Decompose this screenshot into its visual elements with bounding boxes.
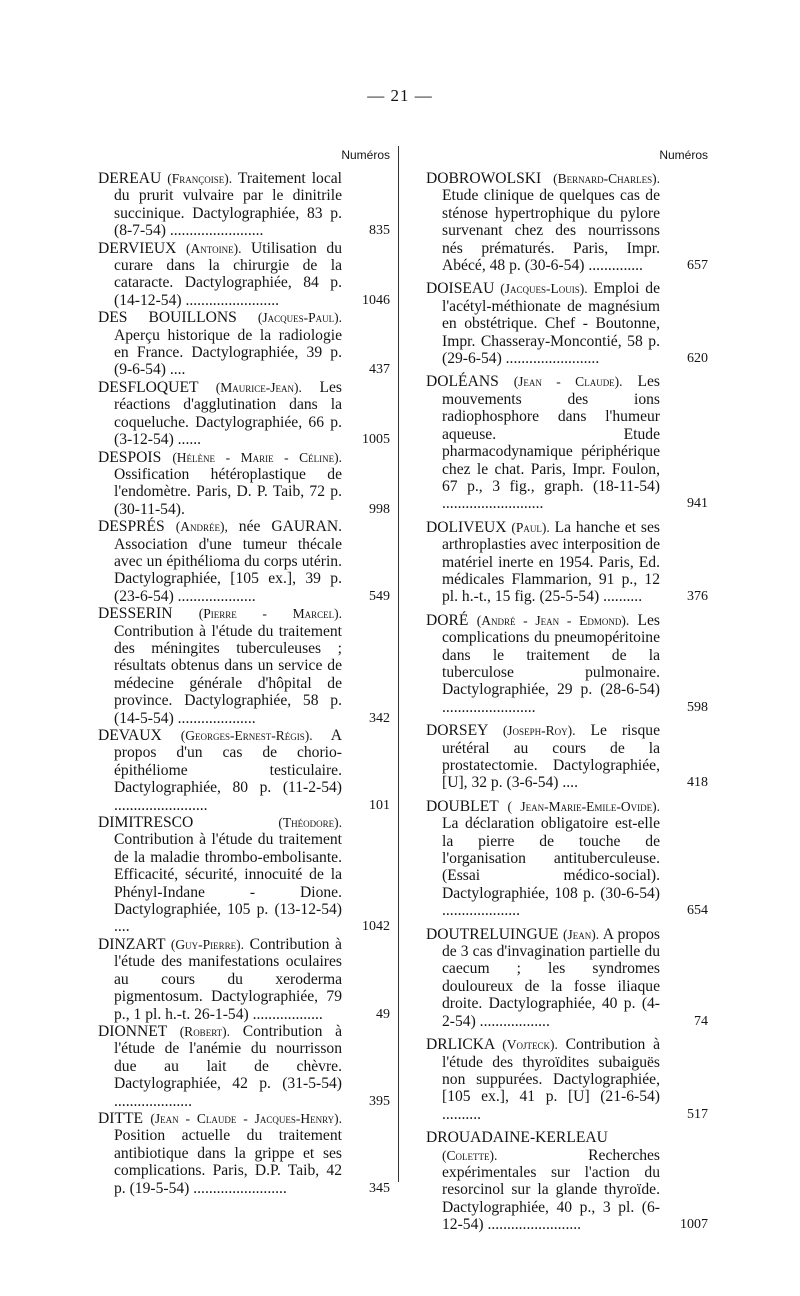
entry-text [98,518,342,605]
thesis-number: 1005 [362,432,390,448]
thesis-description: Recherches expérimentales sur l'action du resorcinol sur la glande thyroïde. Dactylographiée, 40 p., 3 pl. (6-12-54) ........................ [442,1146,660,1234]
author-given-names: (Jacques-Paul). [257,310,342,326]
bibliography-entry [98,449,390,519]
bibliography-entry [426,280,708,367]
author-surname: DORSEY [426,722,488,740]
thesis-number: 101 [369,797,390,813]
bibliography-entry [98,170,390,240]
author-surname: DORÉ [426,611,469,629]
entry-text [98,379,342,449]
bibliography-entry [426,170,708,274]
author-surname: DOUTRELUINGUE [426,925,559,943]
bibliography-entry [98,309,390,379]
author-surname: DEVAUX [98,727,162,744]
right-entries [426,170,708,1234]
entry-text [98,240,342,310]
thesis-number: 1042 [362,919,390,935]
thesis-number: 342 [369,710,390,726]
thesis-description: Les complications du pneumopéritoine dans le traitement de la tuberculose pulmonaire. Dactylographiée, 29 p. (28-6-54) ........................ [442,611,660,716]
author-surname: DOBROWOLSKI [426,170,542,187]
author-surname: DESPRÉS [98,518,165,536]
author-surname: DOISEAU [426,280,495,298]
author-surname: DINZART [98,935,166,953]
entry-text [426,722,660,792]
author-given-names: (Pierre - Marcel). [198,606,342,622]
author-surname: DEREAU [98,170,162,187]
entry-text [426,1036,660,1123]
author-given-names: (Théodore). [278,815,342,831]
author-given-names: (Bernard-Charles). [553,171,660,186]
thesis-description: Les réactions d'agglutination dans la coqueluche. Dactylographiée, 66 p. (3-12-54) ...... [114,378,342,449]
author-surname: DOLIVEUX [426,518,507,536]
author-surname: DOLÉANS [426,373,499,391]
author-surname: DITTE [98,1109,144,1127]
thesis-description: Ossification hétéroplastique de l'endomètre. Paris, D. P. Taib, 72 p. (30-11-54). [114,465,342,518]
thesis-number: 620 [687,351,708,367]
author-surname: DIONNET [98,1022,168,1040]
entry-text [426,280,660,367]
entry-text [98,605,342,727]
entry-text [98,309,342,379]
thesis-description: née GAURAN. Association d'une tumeur thécale avec un épithélioma du corps utérin. Dactylographiée, [105 ex.], 39 p. (23-6-54) .................... [114,518,342,605]
thesis-number: 395 [369,1093,390,1109]
left-column-header: Numéros [341,148,390,162]
entry-text [98,1110,342,1197]
author-given-names: (Jean - Claude). [513,374,623,390]
thesis-description: Contribution à l'étude du traitement des méningites tuberculeuses ; résultats obtenus dans un service de médecine générale d'hôpital de province. Dactylographiée, 58 p. (14-5-54) .................... [114,622,342,727]
bibliography-entry [426,1129,708,1233]
thesis-description: A propos de 3 cas d'invagination partielle du caecum ; les syndromes douloureux de la fosse iliaque droite. Dactylographiée, 40 p. (4-2-54) .................. [442,925,660,1030]
thesis-description: Emploi de l'acétyl-méthionate de magnésium en obstétrique. Chef - Boutonne, Impr. Chasseray-Moncontié, 58 p. (29-6-54) ........................ [442,280,660,368]
thesis-number: 1046 [362,292,390,308]
thesis-number: 376 [687,589,708,605]
thesis-description: Etude clinique de quelques cas de sténose hypertrophique du pylore survenant chez des nourrissons nés prématurés. Paris, Impr. Abécé, 48 p. (30-6-54) .............. [442,187,660,275]
thesis-number: 998 [369,501,390,517]
author-given-names: (Jacques-Louis). [500,281,588,297]
bibliography-entry [426,722,708,792]
left-column [98,140,390,1197]
author-given-names: (Jean - Claude - Jacques-Henry). [150,1110,342,1126]
thesis-number: 345 [369,1180,390,1196]
author-surname: DESFLOQUET [98,378,199,396]
thesis-description: Traitement local du prurit vulvaire par le dinitrile succinique. Dactylographiée, 83 p. (8-7-54) ........................ [114,170,342,240]
entry-text [426,1129,660,1233]
author-given-names: ( Jean-Marie-Emile-Ovide). [507,798,660,814]
thesis-description: Contribution à l'étude des manifestations oculaires au cours du xeroderma pigmentosum. Dactylographiée, 79 p., 1 pl. h.-t. 26-1-54) .................. [114,935,342,1023]
thesis-description: Utilisation du curare dans la chirurgie de la cataracte. Dactylographiée, 84 p. (14-12-54) ........................ [114,239,343,309]
thesis-description: Contribution à l'étude du traitement de la maladie thrombo-embolisante. Efficacité, sécurité, innocuité de la Phényl-Indane - Dione. Dactylographiée, 105 p. (13-12-54) .... [114,831,342,936]
entry-text [98,814,342,936]
entry-text [426,926,660,1030]
entry-text [426,612,660,716]
bibliography-entry [426,373,708,512]
author-surname: DESSERIN [98,605,173,623]
bibliography-entry [98,814,390,936]
author-surname: DES BOUILLONS [98,309,237,327]
bibliography-entry [426,519,708,606]
bibliography-entry [98,936,390,1023]
bibliography-entry [98,240,390,310]
entry-text [98,727,342,814]
bibliography-entry [98,1023,390,1110]
author-given-names: (André - Jean - Edmond). [476,612,630,628]
author-given-names: (Vojteck). [502,1037,558,1053]
column-divider [398,146,399,1182]
thesis-description: La hanche et ses arthroplasties avec interposition de matériel inerte en 1954. Paris, Ed. médicales Flammarion, 91 p., 12 pl. h.-t., 15 fig. (25-5-54) .......... [442,518,660,606]
thesis-number: 549 [369,588,390,604]
author-surname: DROUADAINE-KERLEAU [426,1129,608,1147]
thesis-number: 598 [687,699,708,715]
bibliography-entry [98,379,390,449]
left-entries [98,170,390,1197]
author-given-names: (Françoise). [167,171,233,186]
thesis-number: 657 [687,258,708,274]
author-given-names: (Hélène - Marie - Céline). [172,449,342,465]
thesis-number: 74 [694,1013,708,1029]
thesis-description: Les mouvements des ions radiophosphore dans l'humeur aqueuse. Etude pharmacodynamique périphérique chez le chat. Paris, Impr. Foulon, 67 p., 3 fig., graph. (18-11-54) .......................... [442,373,660,513]
author-given-names: (Colette). [442,1147,498,1163]
author-given-names: (Guy-Pierre). [170,936,245,952]
author-given-names: (Robert). [179,1023,231,1039]
author-surname: DIMITRESCO [98,814,194,832]
thesis-number: 517 [687,1106,708,1122]
right-column [426,140,708,1240]
thesis-number: 835 [369,223,390,239]
right-column-header: Numéros [659,148,708,162]
author-given-names: (Maurice-Jean). [215,379,302,395]
author-given-names: (Antoine). [186,240,242,256]
bibliography-entry [426,926,708,1030]
author-surname: DESPOIS [98,448,162,466]
entry-text [426,373,660,512]
entry-text [426,170,660,274]
entry-text [98,1023,342,1110]
thesis-description: Aperçu historique de la radiologie en France. Dactylographiée, 39 p. (9-6-54) .... [114,326,342,379]
entry-text [426,519,660,606]
thesis-description: A propos d'un cas de chorio-épithéliome testiculaire. Dactylographiée, 80 p. (11-2-54) ........................ [114,727,342,814]
thesis-number: 437 [369,362,390,378]
author-given-names: (Jean). [562,926,600,942]
thesis-description: La déclaration obligatoire est-elle la pierre de touche de l'organisation antituberculeuse. (Essai médico-social). Dactylographiée, 108 p. (30-6-54) .................... [442,815,660,920]
thesis-description: Contribution à l'étude des thyroïdites subaiguës non suppurées. Dactylographiée, [105 ex.], 41 p. [U] (21-6-54) .......... [442,1036,660,1123]
bibliography-entry [426,612,708,716]
entry-text [98,449,342,519]
author-given-names: (Andrée), [175,519,228,535]
author-surname: DERVIEUX [98,239,177,257]
page-number: — 21 — [367,86,433,105]
thesis-number: 1007 [680,1217,708,1233]
bibliography-entry [98,1110,390,1197]
author-surname: DOUBLET [426,797,499,815]
bibliography-entry [426,1036,708,1123]
author-surname: DRLICKA [426,1036,495,1054]
author-given-names: (Paul). [511,519,550,535]
thesis-number: 418 [687,775,708,791]
thesis-description: Position actuelle du traitement antibiotique dans la grippe et ses complications. Paris, D.P. Taib, 42 p. (19-5-54) ........................ [114,1127,342,1197]
entry-text [426,798,660,920]
thesis-number: 49 [376,1006,390,1022]
thesis-description: Contribution à l'étude de l'anémie du nourrisson due au lait de chèvre. Dactylographiée, 42 p. (31-5-54) .................... [114,1022,342,1110]
thesis-number: 941 [687,496,708,512]
bibliography-entry [98,605,390,727]
bibliography-entry [98,727,390,814]
bibliography-entry [426,798,708,920]
thesis-number: 654 [687,903,708,919]
bibliography-entry [98,518,390,605]
thesis-description: Le risque urétéral au cours de la prostatectomie. Dactylographiée, [U], 32 p. (3-6-54) .... [442,722,660,792]
entry-text [98,170,342,240]
author-given-names: (Joseph-Roy). [502,723,576,739]
author-given-names: (Georges-Ernest-Régis). [180,728,313,743]
entry-text [98,936,342,1023]
